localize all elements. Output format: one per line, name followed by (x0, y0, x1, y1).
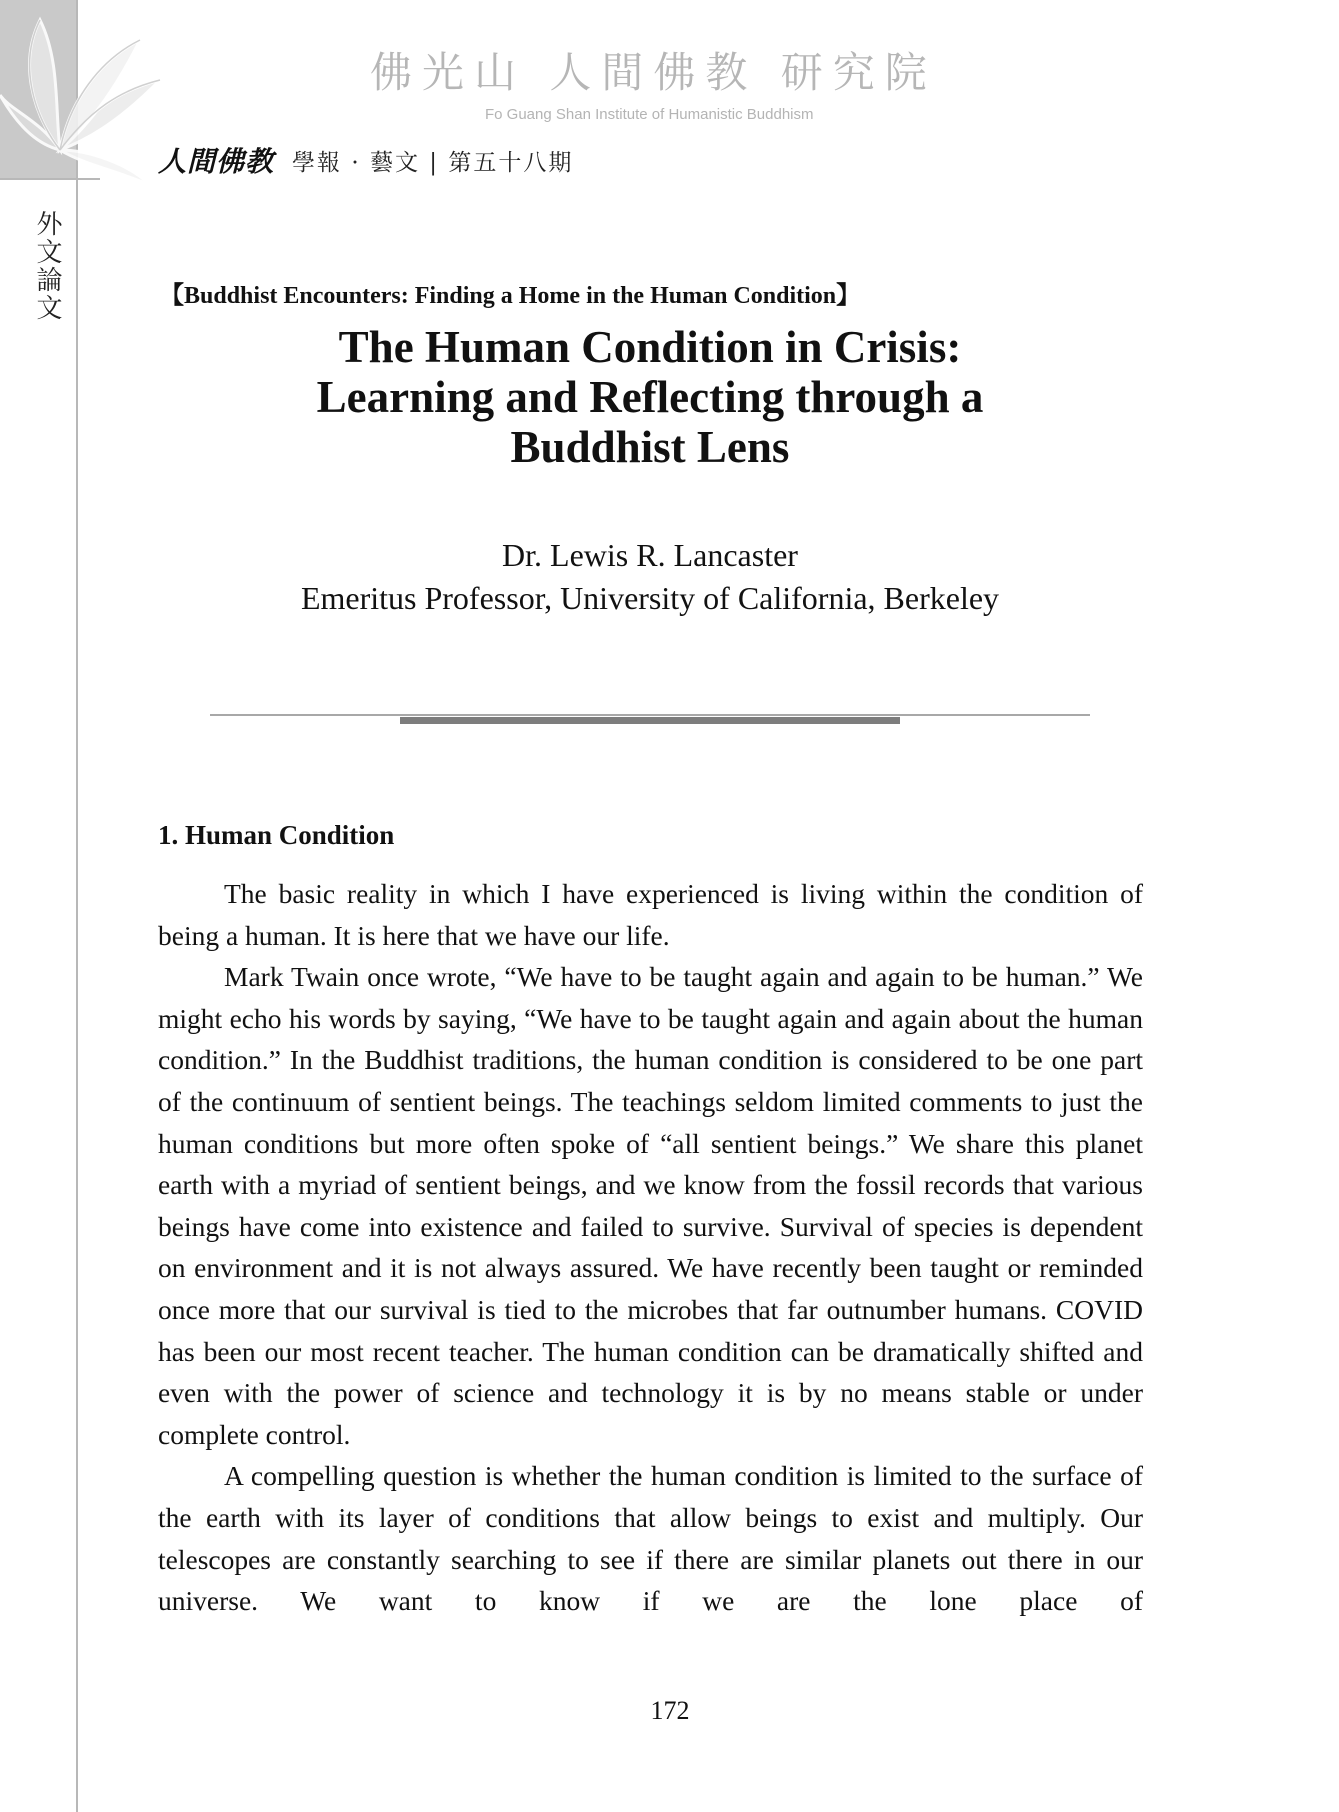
journal-issue-info: 學報 · 藝文 | 第五十八期 (292, 149, 574, 176)
journal-header (158, 140, 758, 180)
institute-name-en: Fo Guang Shan Institute of Humanistic Buddhism (485, 106, 814, 123)
author-name: Dr. Lewis R. Lancaster (502, 537, 798, 573)
article-title (240, 322, 1060, 472)
author-affiliation: Emeritus Professor, University of California, Berkeley (300, 580, 1000, 616)
author-block (200, 534, 1100, 620)
section-heading: 1. Human Condition (158, 820, 395, 850)
paragraph: A compelling question is whether the human condition is limited to the surface of the earth with its layer of conditions that allow beings to exist and multiply. Our telescopes are constantly searching to see if there are similar planets out there in our universe. We want to know if we are the lone place of (158, 1460, 1143, 1617)
page-number: 172 (650, 1696, 690, 1725)
title-divider-thin (210, 714, 1090, 716)
journal-logo: 人間佛教 (158, 145, 275, 178)
series-title: 【Buddhist Encounters: Finding a Home in the Human Condition】 (160, 283, 861, 309)
title-line: Buddhist Lens (510, 422, 790, 472)
article-body (158, 873, 1143, 1622)
section-category-label: 外文論文 (32, 210, 62, 322)
margin-vertical-rule (76, 0, 78, 1812)
paragraph: The basic reality in which I have experienced is living within the condition of being a human. It is here that we have our life. (158, 878, 1143, 951)
paragraph: Mark Twain once wrote, “We have to be taught again and again to be human.” We might echo his words by saying, “We have to be taught again and again about the human condition.” In the Buddhist traditions, the human condition is considered to be one part of the continuum of sentient beings. The teachings seldom limited comments to just the human conditions but more often spoke of “all sentient beings.” We share this planet earth with a myriad of sentient beings, and we know from the fossil records that various beings have come into existence and failed to survive. Survival of species is dependent on environment and it is not always assured. We have recently been taught or reminded once more that our survival is tied to the microbes that far outnumber humans. COVID has been our most recent teacher. The human condition can be dramatically shifted and even with the power of science and technology it is by no means stable or under complete control. (158, 961, 1143, 1450)
title-divider-thick (400, 717, 900, 724)
title-line: The Human Condition in Crisis: (338, 322, 962, 372)
institute-name-zh: 佛光山 人間佛教 研究院 (370, 48, 937, 97)
title-line: Learning and Reflecting through a (316, 372, 984, 422)
